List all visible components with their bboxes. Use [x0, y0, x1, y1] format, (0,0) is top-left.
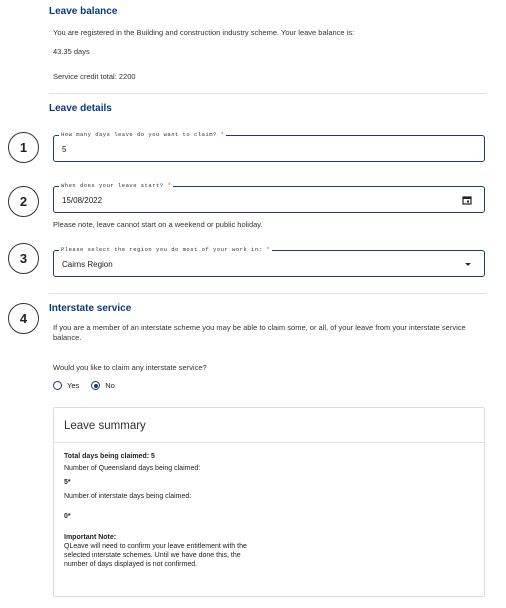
divider: [49, 93, 486, 94]
step-2-marker: 2: [8, 186, 39, 217]
days-input-value: 5: [62, 145, 67, 154]
registered-text: You are registered in the Building and construction industry scheme. Your leave balance is:: [53, 28, 355, 37]
summary-divider: [54, 442, 484, 443]
start-note: Please note, leave cannot start on a weekend or public holiday.: [53, 220, 263, 229]
leave-details-title: Leave details: [49, 103, 112, 114]
yes-radio[interactable]: [53, 381, 62, 390]
no-radio-label[interactable]: No: [105, 381, 115, 390]
interstate-description: If you are a member of an interstate scheme you may be able to claim some, or all, of your leave from your interstate service balance.: [53, 323, 466, 342]
start-date-label: When does your leave start? *: [61, 182, 172, 189]
region-select-value: Cairns Region: [62, 260, 113, 269]
summary-total: Total days being claimed: 5: [64, 453, 155, 460]
summary-note-title: Important Note:: [64, 534, 117, 541]
yes-radio-label[interactable]: Yes: [67, 381, 80, 390]
step-1-marker: 1: [8, 132, 39, 163]
step-3-marker: 3: [8, 243, 39, 274]
leave-summary-panel: [53, 407, 485, 597]
calendar-icon[interactable]: [462, 195, 472, 205]
no-radio[interactable]: [91, 381, 100, 390]
interstate-question: Would you like to claim any interstate service?: [53, 363, 207, 372]
start-date-value: 15/08/2022: [62, 196, 103, 205]
summary-note-line1: QLeave will need to confirm your leave entitlement with the: [64, 543, 247, 550]
divider: [49, 293, 486, 294]
days-input-label: How many days leave do you want to claim? *: [61, 131, 225, 138]
summary-qld-label: Number of Queensland days being claimed:: [64, 465, 201, 472]
balance-value: 43.35 days: [53, 47, 90, 56]
service-credit: Service credit total: 2200: [53, 72, 136, 81]
dropdown-arrow-icon[interactable]: [464, 262, 472, 267]
summary-title: Leave summary: [64, 420, 146, 432]
days-input[interactable]: [53, 131, 485, 162]
step-4-marker: 4: [8, 303, 39, 334]
leave-balance-title: Leave balance: [49, 6, 118, 17]
summary-interstate-value: 0*: [64, 513, 71, 520]
start-date-input[interactable]: [53, 182, 485, 213]
region-select-label: Please select the region you do most of your work in: *: [61, 246, 271, 253]
interstate-title: Interstate service: [49, 303, 132, 314]
summary-qld-value: 5*: [64, 479, 71, 486]
summary-note-line3: number of days displayed is not confirmed.: [64, 561, 198, 568]
summary-note-line2: selected interstate schemes. Until we have done this, the: [64, 552, 241, 559]
summary-interstate-label: Number of interstate days being claimed:: [64, 493, 192, 500]
region-select[interactable]: [53, 246, 485, 277]
interstate-radio-group: [53, 381, 115, 390]
